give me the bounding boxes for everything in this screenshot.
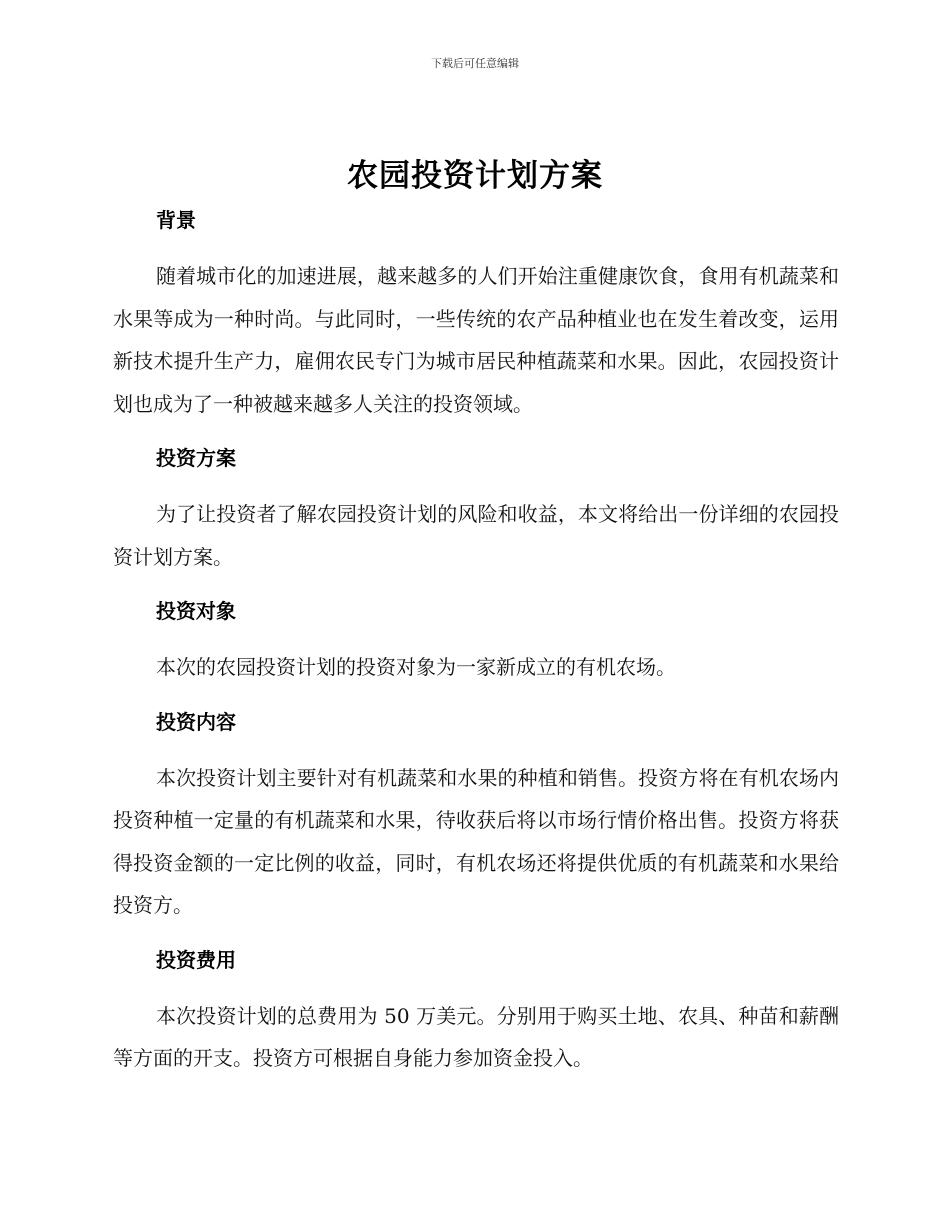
document-title: 农园投资计划方案 (347, 158, 603, 194)
section-heading-investment-content: 投资内容 (156, 709, 236, 734)
section-heading-investment-plan: 投资方案 (156, 446, 236, 470)
section-paragraph-background: 随着城市化的加速进展，越来越多的人们开始注重健康饮食，食用有机蔬菜和水果等成为一种时尚。与此同时，一些传统的农产品种植业也在发生着改变，运用新技术提升生产力，雇佣农民专门为城市居民种植蔬菜和水果。因此，农园投资计划也成为了一种被越来越多人关注的投资领域。 (113, 264, 839, 416)
header-note: 下载后可任意编辑 (431, 57, 519, 70)
section-paragraph-investment-content: 本次投资计划主要针对有机蔬菜和水果的种植和销售。投资方将在有机农场内投资种植一定量的有机蔬菜和水果，待收获后将以市场行情价格出售。投资方将获得投资金额的一定比例的收益，同时，有机农场还将提供优质的有机蔬菜和水果给投资方。 (113, 765, 839, 917)
section-heading-investment-target: 投资对象 (156, 599, 236, 623)
section-paragraph-investment-cost: 本次投资计划的总费用为 50 万美元。分别用于购买土地、农具、种苗和薪酬等方面的开支。投资方可根据自身能力参加资金投入。 (113, 1003, 839, 1070)
section-paragraph-investment-target: 本次的农园投资计划的投资对象为一家新成立的有机农场。 (156, 655, 676, 679)
document-body (113, 205, 839, 1080)
section-heading-background: 背景 (156, 208, 196, 232)
section-paragraph-investment-plan: 为了让投资者了解农园投资计划的风险和收益，本文将给出一份详细的农园投资计划方案。 (113, 502, 839, 569)
section-heading-investment-cost: 投资费用 (156, 947, 236, 972)
